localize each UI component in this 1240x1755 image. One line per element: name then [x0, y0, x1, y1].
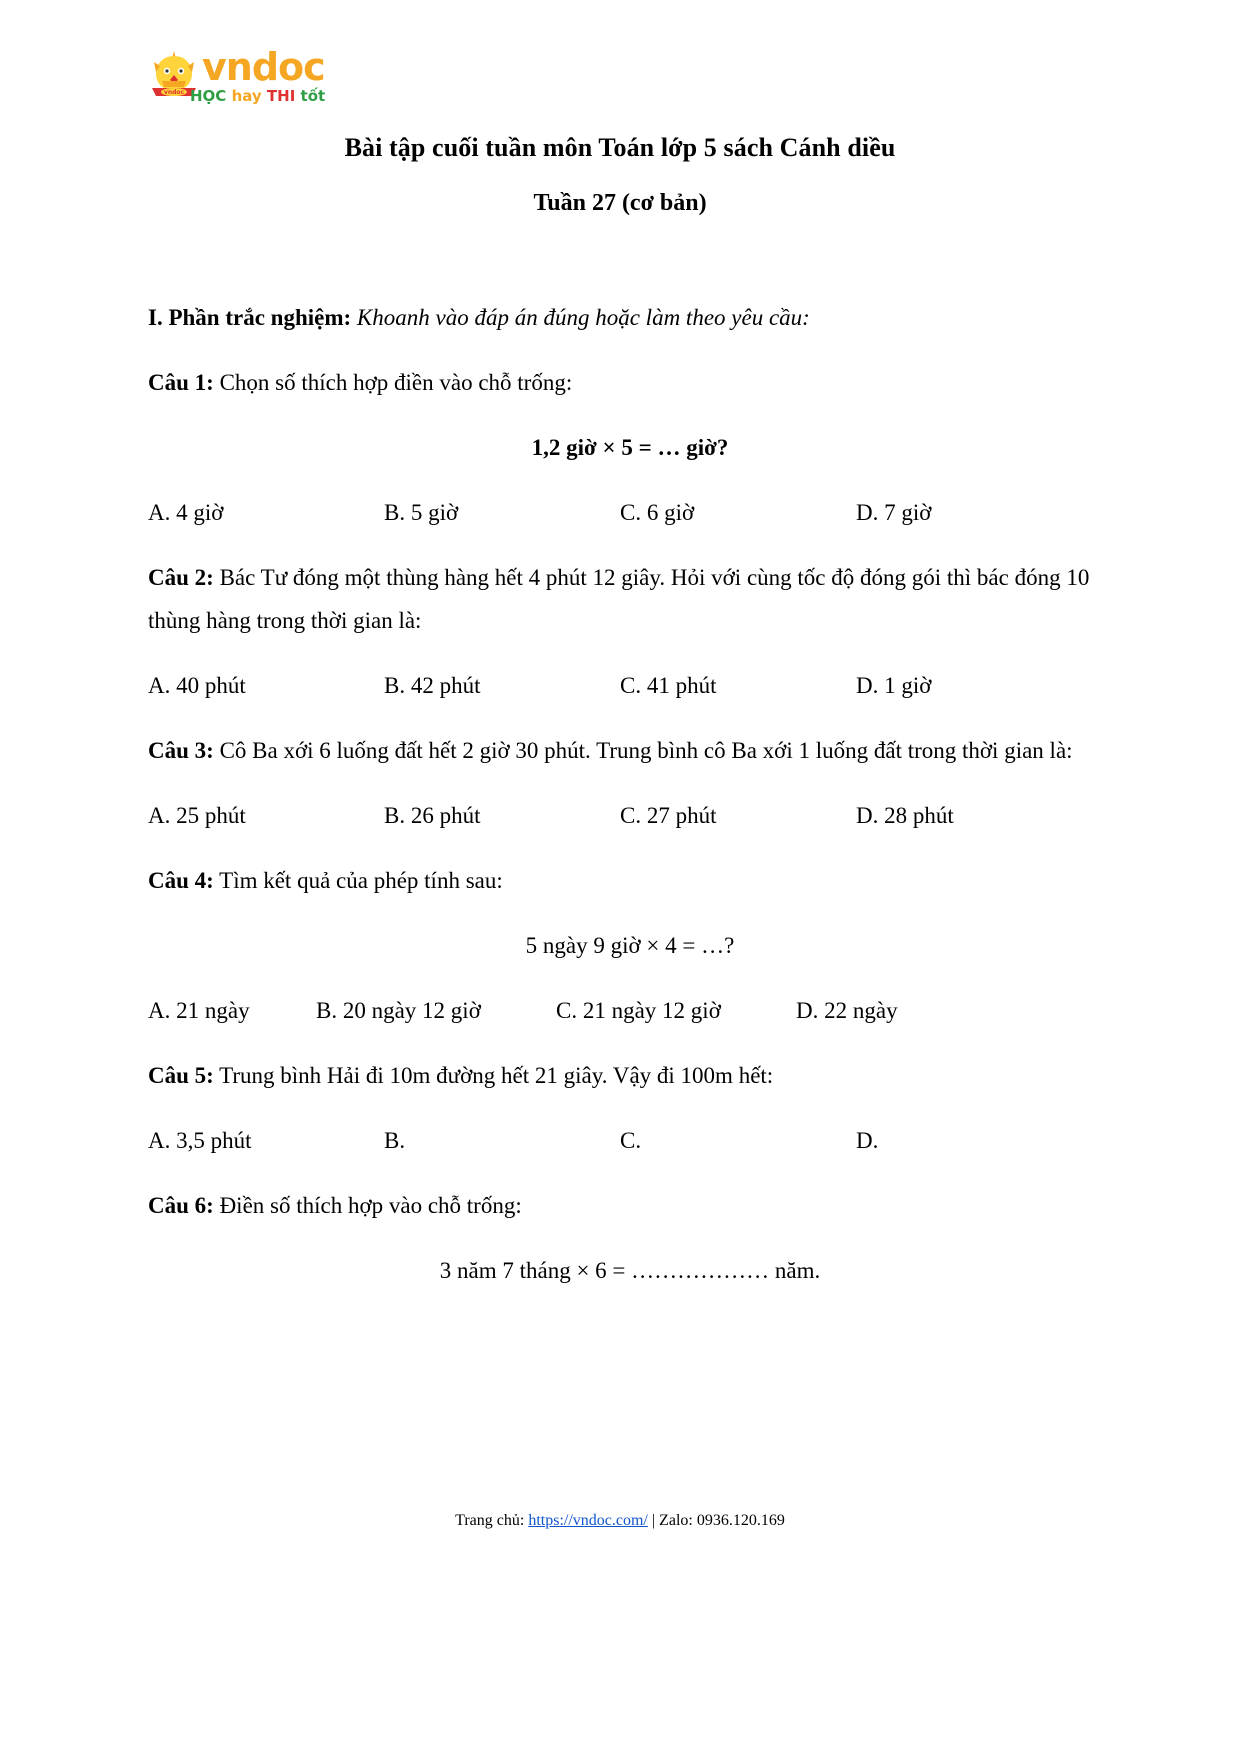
logo-tagline-thi: THI	[266, 87, 296, 105]
logo-tagline-tot: tốt	[300, 87, 326, 105]
question-2-text	[148, 556, 1092, 642]
question-3-option-a[interactable]: A. 25 phút	[148, 803, 246, 828]
footer-contact: Zalo: 0936.120.169	[659, 1512, 785, 1529]
document-subtitle: Tuần 27 (cơ bản)	[533, 190, 707, 216]
page-footer	[0, 1512, 1240, 1530]
vndoc-logo[interactable]	[150, 45, 330, 110]
footer-homepage-link[interactable]: https://vndoc.com/	[528, 1512, 648, 1529]
question-3-option-d[interactable]: D. 28 phút	[856, 803, 954, 828]
question-3-body: Cô Ba xới 6 luống đất hết 2 giờ 30 phút. Trung bình cô Ba xới 1 luống đất trong thời gian là:	[213, 738, 1073, 763]
question-5-option-d[interactable]: D.	[856, 1128, 879, 1153]
question-1-body: Chọn số thích hợp điền vào chỗ trống:	[213, 370, 573, 395]
logo-tagline	[190, 88, 325, 105]
question-2-option-c[interactable]: C. 41 phút	[620, 673, 717, 698]
question-4-label: Câu 4:	[148, 868, 214, 893]
question-5-option-a[interactable]: A. 3,5 phút	[148, 1128, 252, 1153]
question-2-option-d[interactable]: D. 1 giờ	[856, 673, 932, 698]
question-3-text	[148, 729, 1092, 772]
question-2-option-a[interactable]: A. 40 phút	[148, 673, 246, 698]
question-2-option-b[interactable]: B. 42 phút	[384, 673, 481, 698]
logo-tagline-hoc: HỌC	[190, 87, 227, 105]
section-heading	[148, 296, 1092, 339]
question-2-body: Bác Tư đóng một thùng hàng hết 4 phút 12 giây. Hỏi với cùng tốc độ đóng gói thì bác đóng 10 thùng hàng trong thời gian là:	[148, 565, 1090, 633]
footer-separator: |	[647, 1512, 660, 1529]
question-5-options	[148, 1119, 1092, 1162]
worksheet-content	[148, 296, 1092, 1314]
question-2-label: Câu 2:	[148, 565, 214, 590]
question-1-formula: 1,2 giờ × 5 = … giờ?	[531, 435, 729, 460]
question-5-body: Trung bình Hải đi 10m đường hết 21 giây. Vậy đi 100m hết:	[213, 1063, 774, 1088]
question-4-options	[148, 989, 1092, 1032]
question-5-option-c[interactable]: C.	[620, 1128, 642, 1153]
question-3-label: Câu 3:	[148, 738, 214, 763]
question-5-label: Câu 5:	[148, 1063, 214, 1088]
logo-tagline-hay: hay	[231, 87, 262, 105]
question-4-option-c[interactable]: C. 21 ngày 12 giờ	[556, 998, 721, 1023]
question-4-body: Tìm kết quả của phép tính sau:	[213, 868, 503, 893]
question-6-body: Điền số thích hợp vào chỗ trống:	[213, 1193, 522, 1218]
section-heading-instruction: Khoanh vào đáp án đúng hoặc làm theo yêu cầu:	[356, 305, 810, 330]
question-1-options	[148, 491, 1092, 534]
question-3-option-b[interactable]: B. 26 phút	[384, 803, 481, 828]
question-4-option-b[interactable]: B. 20 ngày 12 giờ	[316, 998, 481, 1023]
footer-prefix: Trang chủ:	[455, 1512, 529, 1529]
question-1-option-d[interactable]: D. 7 giờ	[856, 500, 932, 525]
question-5-option-b[interactable]: B.	[384, 1128, 406, 1153]
question-1-option-c[interactable]: C. 6 giờ	[620, 500, 695, 525]
question-4-text	[148, 859, 1092, 902]
question-4-formula: 5 ngày 9 giờ × 4 = …?	[525, 933, 735, 958]
question-3-option-c[interactable]: C. 27 phút	[620, 803, 717, 828]
question-5-text	[148, 1054, 1092, 1097]
section-heading-label: I. Phần trắc nghiệm:	[148, 305, 352, 330]
question-6-text	[148, 1184, 1092, 1227]
question-2-options	[148, 664, 1092, 707]
question-4-option-a[interactable]: A. 21 ngày	[148, 998, 250, 1023]
logo-wordmark: vndoc	[202, 45, 325, 89]
question-4-option-d[interactable]: D. 22 ngày	[796, 998, 898, 1023]
question-1-text	[148, 361, 1092, 404]
document-title: Bài tập cuối tuần môn Toán lớp 5 sách Cánh diều	[344, 133, 896, 162]
question-6-label: Câu 6:	[148, 1193, 214, 1218]
question-3-options	[148, 794, 1092, 837]
question-6-formula: 3 năm 7 tháng × 6 = ……………… năm.	[439, 1258, 821, 1283]
question-1-option-b[interactable]: B. 5 giờ	[384, 500, 459, 525]
logo-badge-text: vndoc	[163, 89, 185, 96]
question-1-option-a[interactable]: A. 4 giờ	[148, 500, 224, 525]
question-1-label: Câu 1:	[148, 370, 214, 395]
